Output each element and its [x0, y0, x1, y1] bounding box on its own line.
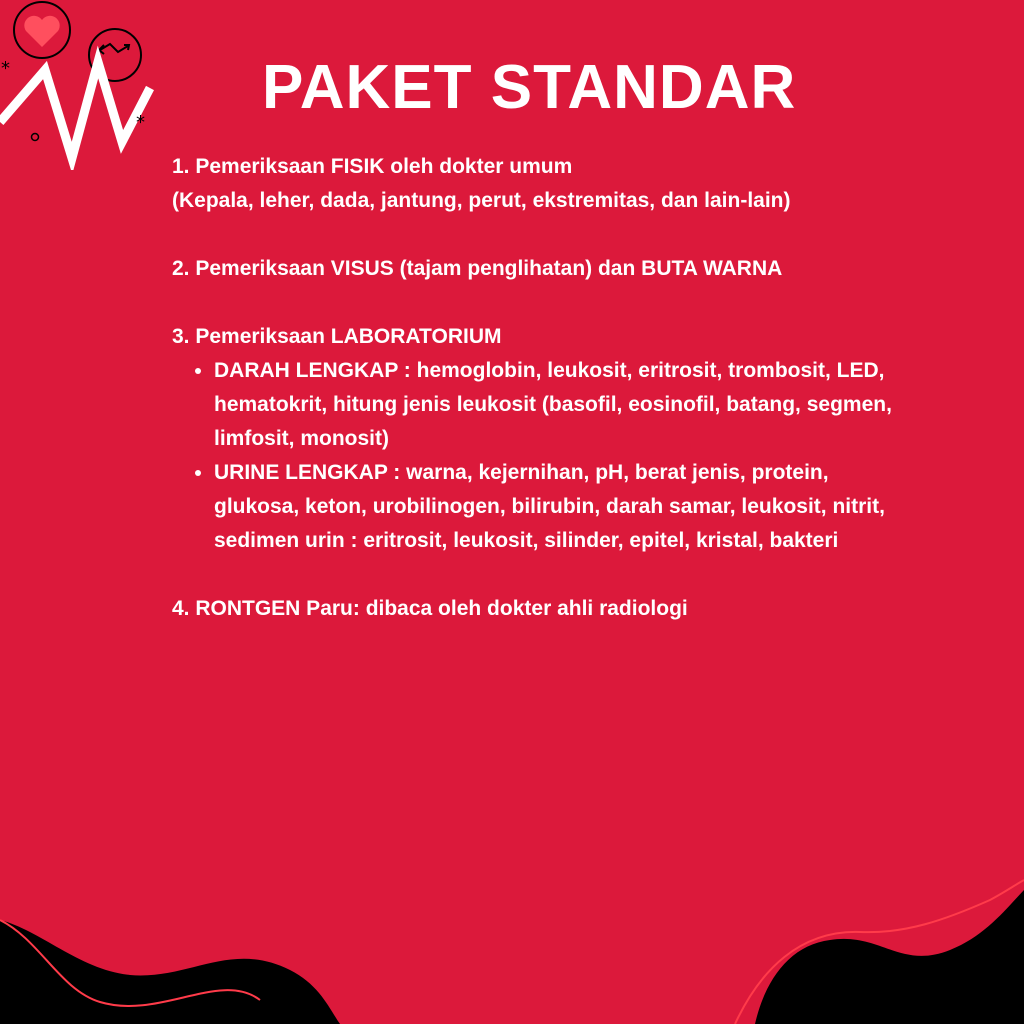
- bullet-darah-lengkap: • DARAH LENGKAP : hemoglobin, leukosit, eritrosit, trombosit, LED, hematokrit, hitung jenis leukosit (basofil, eosinofil, batang, segmen, limfosit, monosit): [214, 354, 902, 456]
- item-note: (Kepala, leher, dada, jantung, perut, ekstremitas, dan lain-lain): [172, 189, 791, 212]
- lab-bullet-list: [172, 354, 902, 558]
- item-heading: 1. Pemeriksaan FISIK oleh dokter umum: [172, 155, 573, 178]
- item-heading: 2. Pemeriksaan VISUS (tajam penglihatan) dan BUTA WARNA: [172, 257, 783, 280]
- page-title: PAKET STANDAR: [262, 53, 797, 122]
- list-item-rontgen: [172, 592, 902, 626]
- package-list: [172, 150, 902, 660]
- wave-decoration: [0, 870, 1024, 1024]
- svg-text:*: *: [136, 112, 145, 133]
- list-item-visus: [172, 252, 902, 286]
- list-item-physical-exam: [172, 150, 902, 218]
- bullet-urine-lengkap: • URINE LENGKAP : warna, kejernihan, pH, berat jenis, protein, glukosa, keton, urobilinogen, bilirubin, darah samar, leukosit, nitrit, sedimen urin : eritrosit, leukosit, silinder, epitel, kristal, bakteri: [214, 456, 902, 558]
- heart-icon: [14, 2, 70, 58]
- heartbeat-line-icon: [0, 62, 150, 158]
- list-item-laboratory: [172, 320, 902, 558]
- item-heading: 4. RONTGEN Paru: dibaca oleh dokter ahli radiologi: [172, 597, 688, 620]
- item-heading: 3. Pemeriksaan LABORATORIUM: [172, 325, 502, 348]
- heartbeat-decoration: [0, 0, 170, 170]
- svg-text:*: *: [1, 58, 10, 79]
